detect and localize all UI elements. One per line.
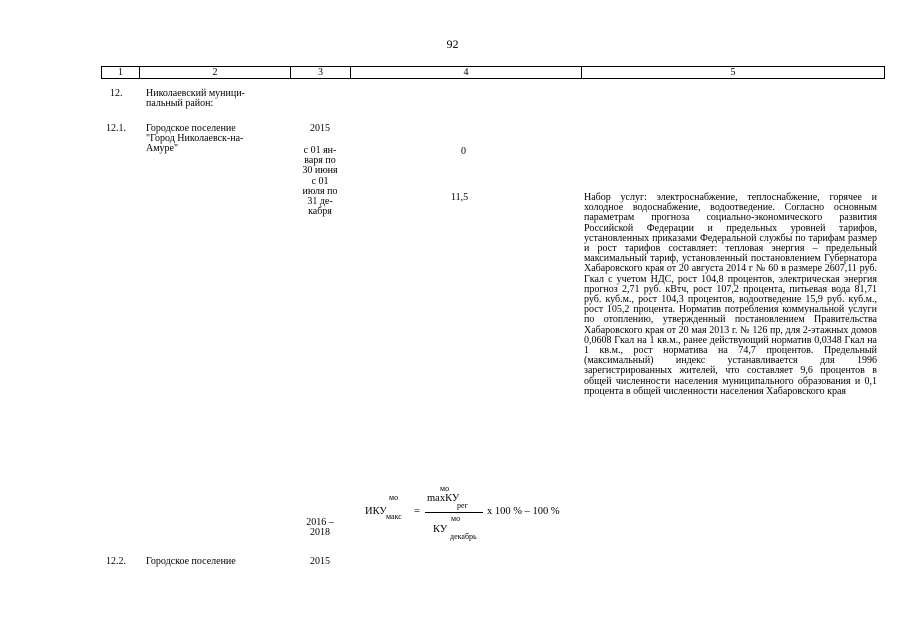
header-col-2: 2 — [140, 67, 291, 78]
row-12-1-period-2-line3: 31 де- — [307, 196, 333, 207]
row-12-2-number: 12.2. — [106, 556, 126, 567]
row-12-1-name-line2: "Город Николаевск-на- — [146, 133, 244, 144]
formula-numerator: maxКУ — [427, 493, 460, 504]
formula-fraction-bar — [425, 512, 483, 513]
formula-den-sup: мо — [451, 514, 461, 523]
row-12-1-years-line1: 2016 – — [306, 517, 334, 528]
row-12-1-period-2-line2: июля по — [302, 186, 338, 197]
row-12-1-value-1: 0 — [461, 146, 466, 157]
formula-lhs: ИКУ — [365, 506, 387, 517]
row-12-1-period-2-line1: с 01 — [311, 176, 329, 187]
formula-lhs-sup: мо — [389, 493, 399, 502]
header-col-4: 4 — [351, 67, 582, 78]
header-col-1: 1 — [102, 67, 140, 78]
row-12-name-line1: Николаевский муници- — [146, 88, 245, 99]
formula-den-sub: декабрь — [450, 532, 477, 541]
index-formula — [365, 484, 585, 543]
row-12-1-name-line3: Амуре" — [146, 143, 179, 154]
row-12-1-period-1-line3: 30 июня — [302, 165, 338, 176]
header-col-3: 3 — [291, 67, 351, 78]
formula-denominator: КУ — [433, 524, 448, 535]
row-12-number: 12. — [110, 88, 123, 99]
row-12-1-number: 12.1. — [106, 123, 126, 134]
row-12-1-value-2: 11,5 — [451, 192, 469, 203]
row-12-1-description: Набор услуг: электроснабжение, теплоснабжение, горячее и холодное водоснабжение, водоотведение. Согласно основным параметрам прогноза социально-экономического развития Российской Федерации и предельных уровней тарифов, установленных приказами Федеральной службы по тарифам размер и рост тарифов составляет: тепловая энергия – предельный максимальный тариф, установленный постановлением Губернатора Хабаровского края от 20 августа 2014 г № 60 в размере 2607,11 руб. Гкал с учетом НДС, рост 104,8 процентов, электрическая энергия прогноз 2,71 руб. кВтч, рост 107,2 процента, питьевая вода 81,71 руб. куб.м., рост 104,3 процентов, водоотведение 15,9 руб. куб.м., рост 105,2 процента. Норматив потребления коммунальной услуги по отоплению, утвержденный постановлением Правительства Хабаровского края от 20 мая 2013 г. № 126 пр, для 2-этажных домов 0,0608 Гкал на 1 кв.м., ранее действующий норматив 0,0348 Гкал на 1 кв.м., рост норматива на 74,7 процентов. Предельный (максимальный) индекс устанавливается для 1996 зарегистрированных жителей, что составляет 9,6 процентов в общей численности населения муниципального образования и 0,1 процента в общей численности населения Хабаровского края — [584, 192, 877, 397]
row-12-1-period-2-line4: кабря — [308, 206, 332, 217]
header-col-5: 5 — [730, 67, 736, 78]
row-12-name-line2: пальный район: — [146, 98, 214, 109]
formula-num-sub: рег — [457, 501, 468, 510]
row-12-2-year: 2015 — [310, 556, 330, 567]
formula-num-sup: мо — [440, 484, 450, 493]
row-12-1-period-1-line2: варя по — [304, 155, 336, 166]
formula-tail: х 100 % – 100 % — [487, 506, 560, 517]
row-12-1-period-1-line1: с 01 ян- — [303, 145, 337, 156]
page-number: 92 — [446, 37, 459, 51]
row-12-2-name: Городское поселение — [146, 556, 236, 567]
formula-lhs-sub: макс — [386, 512, 402, 521]
formula-equals: = — [414, 506, 420, 517]
table-header-row — [101, 66, 885, 79]
row-12-1-year: 2015 — [310, 123, 330, 134]
row-12-1-years-line2: 2018 — [310, 527, 330, 538]
row-12-1-name-line1: Городское поселение — [146, 123, 236, 134]
